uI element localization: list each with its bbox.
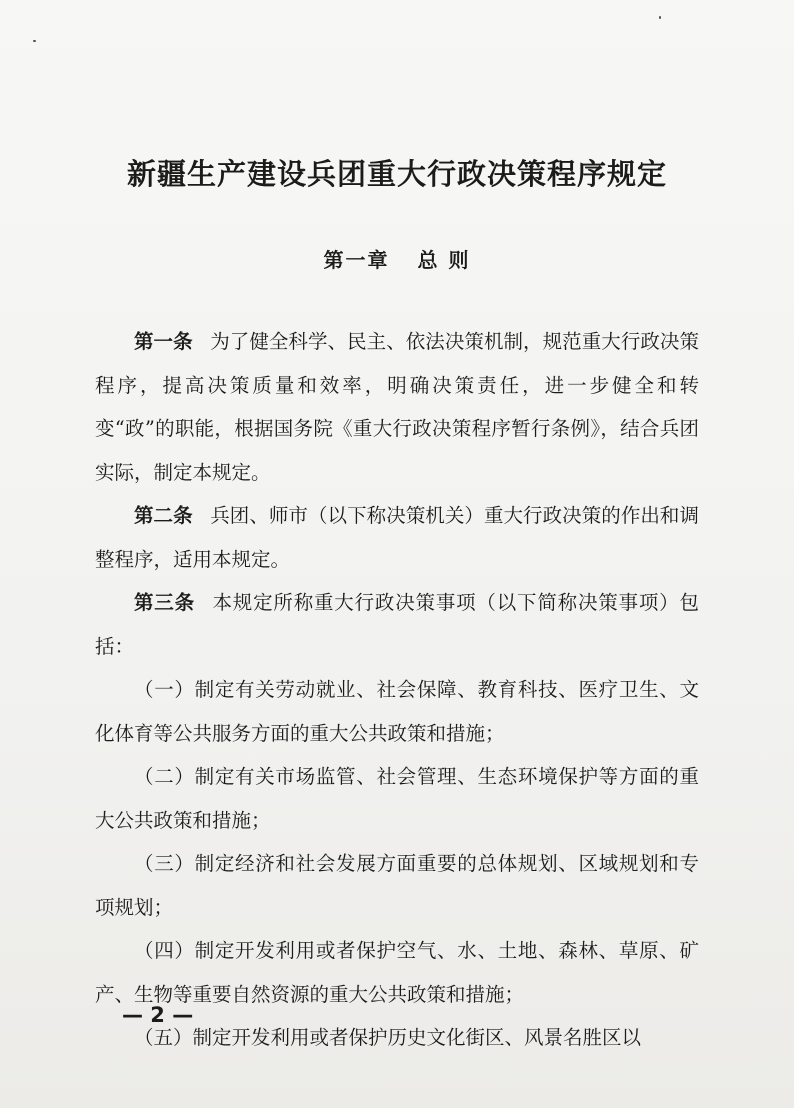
- chapter-heading: [0, 244, 794, 273]
- list-item: （四）制定开发利用或者保护空气、水、土地、森林、草原、矿产、生物等重要自然资源的重大公共政策和措施；: [95, 939, 699, 1006]
- document-title: 新疆生产建设兵团重大行政决策程序规定: [126, 157, 667, 191]
- article-label: 第二条: [134, 504, 193, 527]
- article-text: 本规定所称重大行政决策事项（以下简称决策事项）包括：: [95, 591, 699, 658]
- article-label: 第一条: [134, 330, 193, 353]
- chapter-number: 第一章: [323, 248, 390, 272]
- scan-speck: [659, 16, 661, 19]
- chapter-name: 总 则: [417, 248, 471, 272]
- list-item: （一）制定有关劳动就业、社会保障、教育科技、医疗卫生、文化体育等公共服务方面的重大公共政策和措施；: [95, 678, 699, 745]
- article-2: [95, 494, 699, 581]
- article-3: [95, 581, 699, 668]
- scan-speck: [33, 40, 36, 42]
- article-text: 兵团、师市（以下称决策机关）重大行政决策的作出和调整程序，适用本规定。: [95, 504, 699, 571]
- article-label: 第三条: [134, 591, 195, 614]
- list-item: （三）制定经济和社会发展方面重要的总体规划、区域规划和专项规划；: [95, 852, 699, 919]
- list-item: （二）制定有关市场监管、社会管理、生态环境保护等方面的重大公共政策和措施；: [95, 765, 699, 832]
- page-number: — 2 —: [122, 1003, 194, 1027]
- document-body: [95, 320, 699, 1060]
- article-1: [95, 320, 699, 494]
- article-text: 为了健全科学、民主、依法决策机制，规范重大行政决策程序，提高决策质量和效率，明确决策责任，进一步健全和转变“政”的职能，根据国务院《重大行政决策程序暂行条例》，结合兵团实际，制定本规定。: [95, 330, 699, 484]
- list-item: （五）制定开发利用或者保护历史文化街区、风景名胜区以: [134, 1026, 642, 1049]
